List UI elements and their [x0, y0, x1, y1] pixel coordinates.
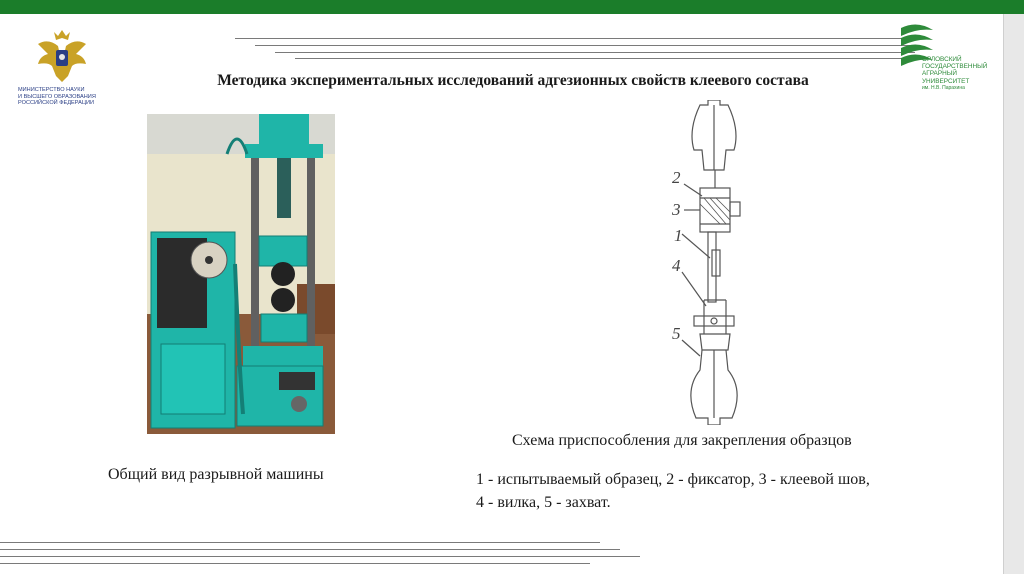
fixture-scheme-diagram	[660, 100, 760, 425]
university-logo-line-4: УНИВЕРСИТЕТ	[922, 77, 970, 85]
university-logo-line-2: ГОСУДАРСТВЕННЫЙ	[922, 63, 988, 71]
university-logo-line-1: ОРЛОВСКИЙ	[922, 56, 962, 63]
footer-decorative-lines	[0, 538, 640, 568]
right-edge-strip	[1003, 14, 1024, 574]
ministry-logo-text	[18, 87, 108, 107]
scheme-caption: Схема приспособления для закрепления образцов	[512, 432, 852, 449]
ministry-logo-line-1: МИНИСТЕРСТВО НАУКИ	[18, 87, 85, 93]
top-accent-bar	[0, 0, 1024, 14]
tensile-machine-photo	[147, 114, 335, 434]
ministry-logo-line-2: И ВЫСШЕГО ОБРАЗОВАНИЯ	[18, 93, 96, 100]
legend-line-1: 1 - испытываемый образец, 2 - фиксатор, 3 - клеевой шов,	[476, 471, 870, 488]
photo-caption: Общий вид разрывной машины	[108, 466, 324, 483]
university-logo-line-5: им. Н.В. Парахина	[922, 84, 965, 91]
scheme-legend	[476, 468, 996, 514]
scheme-label-1: 1	[674, 226, 683, 245]
university-logo-line-3: АГРАРНЫЙ	[922, 70, 957, 78]
scheme-label-5: 5	[672, 324, 681, 343]
university-logo-text	[922, 56, 1002, 92]
scheme-label-3: 3	[672, 200, 681, 219]
ministry-logo-line-3: РОССИЙСКОЙ ФЕДЕРАЦИИ	[18, 100, 95, 106]
scheme-label-4: 4	[672, 256, 681, 275]
header-decorative-lines	[235, 36, 915, 66]
legend-line-2: 4 - вилка, 5 - захват.	[476, 494, 611, 511]
scheme-label-2: 2	[672, 168, 681, 187]
slide-title: Методика экспериментальных исследований адгезионных свойств клеевого состава	[217, 72, 809, 89]
